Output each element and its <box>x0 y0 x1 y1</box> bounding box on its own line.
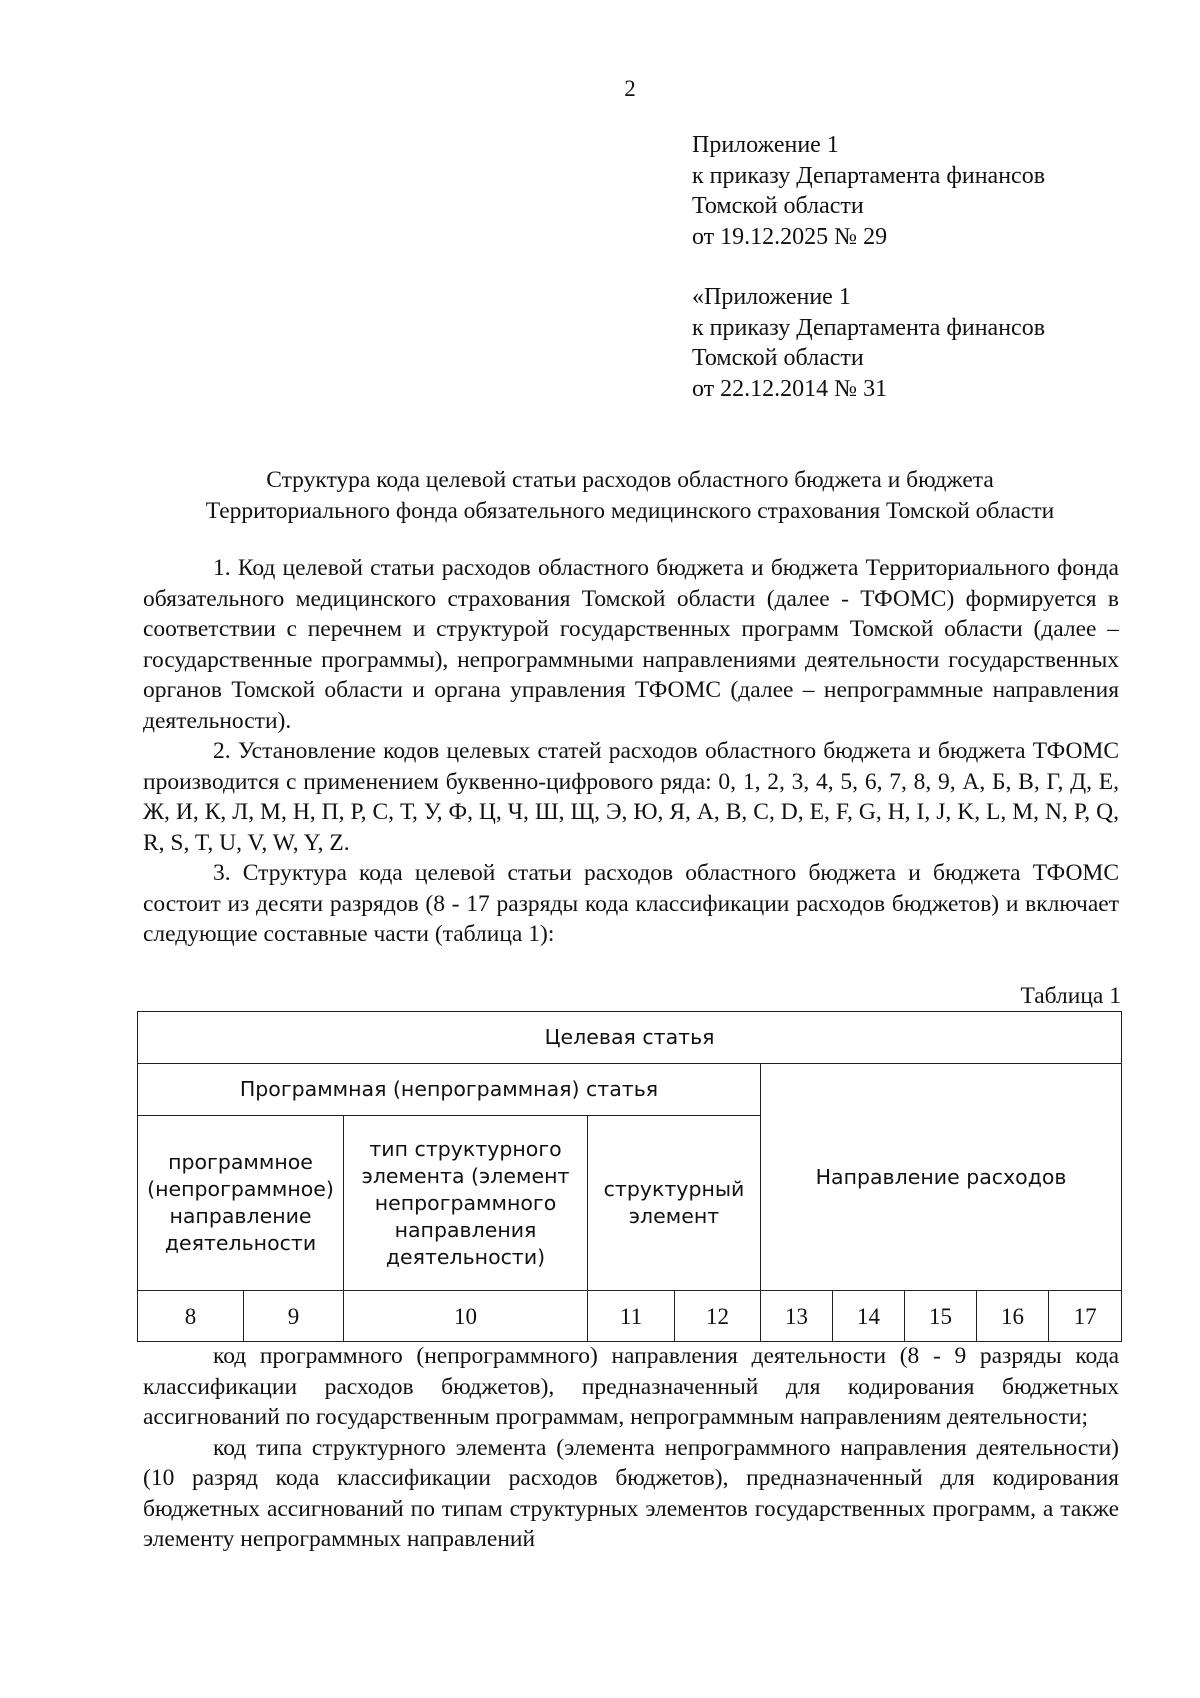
digit-cell: 17 <box>1049 1291 1122 1342</box>
approval-line: от 19.12.2025 № 29 <box>692 223 888 250</box>
col-program-direction: программное (непрограммное) направление деятельности <box>138 1116 344 1291</box>
body-text-upper <box>143 553 1119 950</box>
paragraph-3: 3. Структура кода целевой статьи расходов областного бюджета и бюджета ТФОМС состоит из десяти разрядов (8 - 17 разряды кода классификации расходов бюджетов) и включает следующие составные части (таблица 1): <box>143 860 1119 947</box>
col-structural-type: тип структурного элемента (элемент непрограммного направления деятельности) <box>344 1116 588 1291</box>
digit-cell: 16 <box>977 1291 1049 1342</box>
approval-line: «Приложение 1 <box>692 284 851 310</box>
header-expense-direction: Направление расходов <box>761 1064 1122 1291</box>
document-title <box>130 465 1130 526</box>
title-line: Структура кода целевой статьи расходов областного бюджета и бюджета <box>266 467 994 493</box>
digit-cell: 11 <box>588 1291 675 1342</box>
digit-cell: 13 <box>761 1291 833 1342</box>
approval-line: Томской области <box>692 345 864 371</box>
digit-cell: 15 <box>905 1291 977 1342</box>
table-caption: Таблица 1 <box>1020 983 1121 1009</box>
approval-block-current <box>692 130 1045 252</box>
header-program-article: Программная (непрограммная) статья <box>138 1064 761 1116</box>
approval-line: Приложение 1 <box>692 132 839 158</box>
digit-cell: 8 <box>138 1291 244 1342</box>
approval-line: Томской области <box>692 193 864 219</box>
paragraph-1: 1. Код целевой статьи расходов областного бюджета и бюджета Территориального фонда обязательного медицинского страхования Томской области (далее - ТФОМС) формируется в соответствии с перечнем и структурой государственных программ Томской области (далее – государственные программы), непрограммными направлениями деятельности государственных органов Томской области и органа управления ТФОМС (далее – непрограммные направления деятельности). <box>143 555 1119 734</box>
approval-line: от 22.12.2014 № 31 <box>692 375 888 402</box>
header-target-article: Целевая статья <box>138 1012 1122 1064</box>
code-structure-table <box>137 1011 1122 1342</box>
digit-cell: 9 <box>244 1291 344 1342</box>
title-line: Территориального фонда обязательного медицинского страхования Томской области <box>205 497 1055 524</box>
digit-cell: 14 <box>833 1291 905 1342</box>
digit-cell: 12 <box>675 1291 761 1342</box>
approval-block-original <box>692 282 1045 404</box>
approval-line: к приказу Департамента финансов <box>692 162 1046 189</box>
approval-line: к приказу Департамента финансов <box>692 314 1046 341</box>
paragraph-2: 2. Установление кодов целевых статей расходов областного бюджета и бюджета ТФОМС производится с применением буквенно-цифрового ряда: 0, 1, 2, 3, 4, 5, 6, 7, 8, 9, А, Б, В, Г, Д, Е, Ж, И, К, Л, М, Н, П, Р, С, Т, У, Ф, Ц, Ч, Ш, Щ, Э, Ю, Я, A, B, C, D, E, F, G, H, I, J, K, L, M, N, P, Q, R, S, T, U, V, W, Y, Z. <box>143 738 1119 856</box>
body-text-lower <box>143 1341 1119 1555</box>
page-number: 2 <box>624 76 636 101</box>
col-structural-element: структурный элемент <box>588 1116 761 1291</box>
paragraph-4: код программного (непрограммного) направления деятельности (8 - 9 разряды кода классификации расходов бюджетов), предназначенный для кодирования бюджетных ассигнований по государственным программам, непрограммным направлениям деятельности; <box>143 1343 1119 1430</box>
digit-cell: 10 <box>344 1291 588 1342</box>
paragraph-5: код типа структурного элемента (элемента непрограммного направления деятельности) (10 разряд кода классификации расходов бюджетов), предназначенный для кодирования бюджетных ассигнований по типам структурных элементов государственных программ, а также элементу непрограммных направлений <box>143 1434 1119 1552</box>
